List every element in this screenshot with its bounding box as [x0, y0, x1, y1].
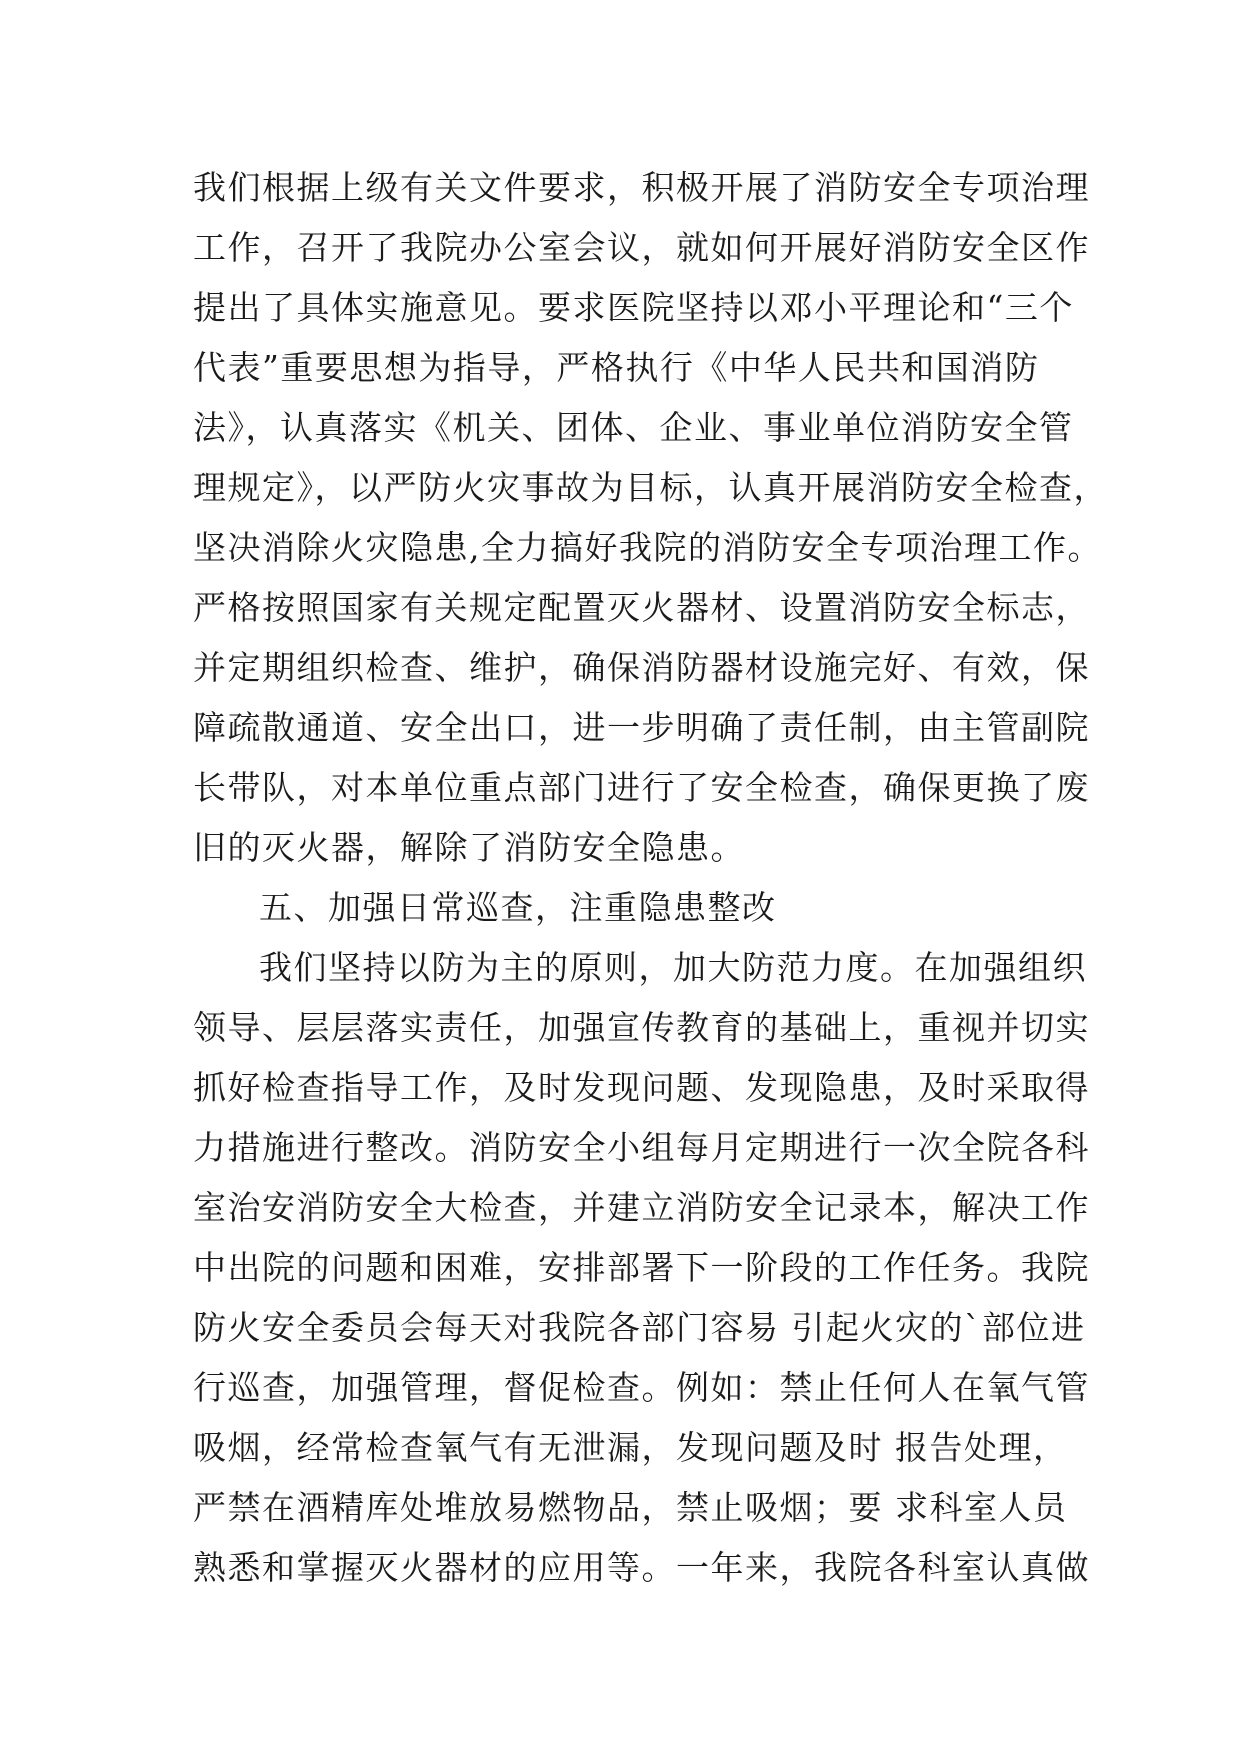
text-line: 工作，召开了我院办公室会议，就如何开展好消防安全区作 [193, 228, 1090, 267]
text-line: 严格按照国家有关规定配置灭火器材、设置消防安全标志， [193, 588, 1090, 627]
text-line: 我们根据上级有关文件要求，积极开展了消防安全专项治理 [193, 168, 1090, 207]
text-line: 代表”重要思想为指导，严格执行《中华人民共和国消防 [193, 348, 1040, 387]
text-line: 提出了具体实施意见。要求医院坚持以邓小平理论和“三个 [193, 288, 1074, 327]
text-line: 旧的灭火器，解除了消防安全隐患。 [193, 828, 745, 867]
text-line: 抓好检查指导工作，及时发现问题、发现隐患，及时采取得 [193, 1068, 1090, 1107]
text-line: 室治安消防安全大检查，并建立消防安全记录本，解决工作 [193, 1188, 1090, 1227]
text-line: 法》，认真落实《机关、团体、企业、事业单位消防安全管 [193, 408, 1074, 447]
document-body [193, 158, 1108, 1598]
text-line: 行巡查，加强管理，督促检查。例如：禁止任何人在氧气管 [193, 1368, 1090, 1407]
paragraph-first-line: 我们坚持以防为主的原则，加大防范力度。在加强组织 [259, 948, 1087, 987]
text-line: 坚决消除火灾隐患,全力搞好我院的消防安全专项治理工作。 [193, 528, 1102, 567]
text-line: 并定期组织检查、维护，确保消防器材设施完好、有效，保 [193, 648, 1090, 687]
text-line: 障疏散通道、安全出口，进一步明确了责任制，由主管副院 [193, 708, 1090, 747]
text-line: 中出院的问题和困难，安排部署下一阶段的工作任务。我院 [193, 1248, 1090, 1287]
text-line: 防火安全委员会每天对我院各部门容易 引起火灾的`部位进 [193, 1308, 1086, 1347]
text-line: 长带队，对本单位重点部门进行了安全检查，确保更换了废 [193, 768, 1090, 807]
text-line: 力措施进行整改。消防安全小组每月定期进行一次全院各科 [193, 1128, 1090, 1167]
text-line: 严禁在酒精库处堆放易燃物品，禁止吸烟；要 求科室人员 [193, 1488, 1068, 1527]
text-line: 吸烟，经常检查氧气有无泄漏，发现问题及时 报告处理， [193, 1428, 1068, 1467]
text-line: 领导、层层落实责任，加强宣传教育的基础上，重视并切实 [193, 1008, 1090, 1047]
text-line: 理规定》，以严防火灾事故为目标，认真开展消防安全检查， [193, 468, 1108, 507]
text-line: 熟悉和掌握灭火器材的应用等。一年来，我院各科室认真做 [193, 1548, 1090, 1587]
section-heading: 五、加强日常巡查，注重隐患整改 [259, 888, 777, 927]
